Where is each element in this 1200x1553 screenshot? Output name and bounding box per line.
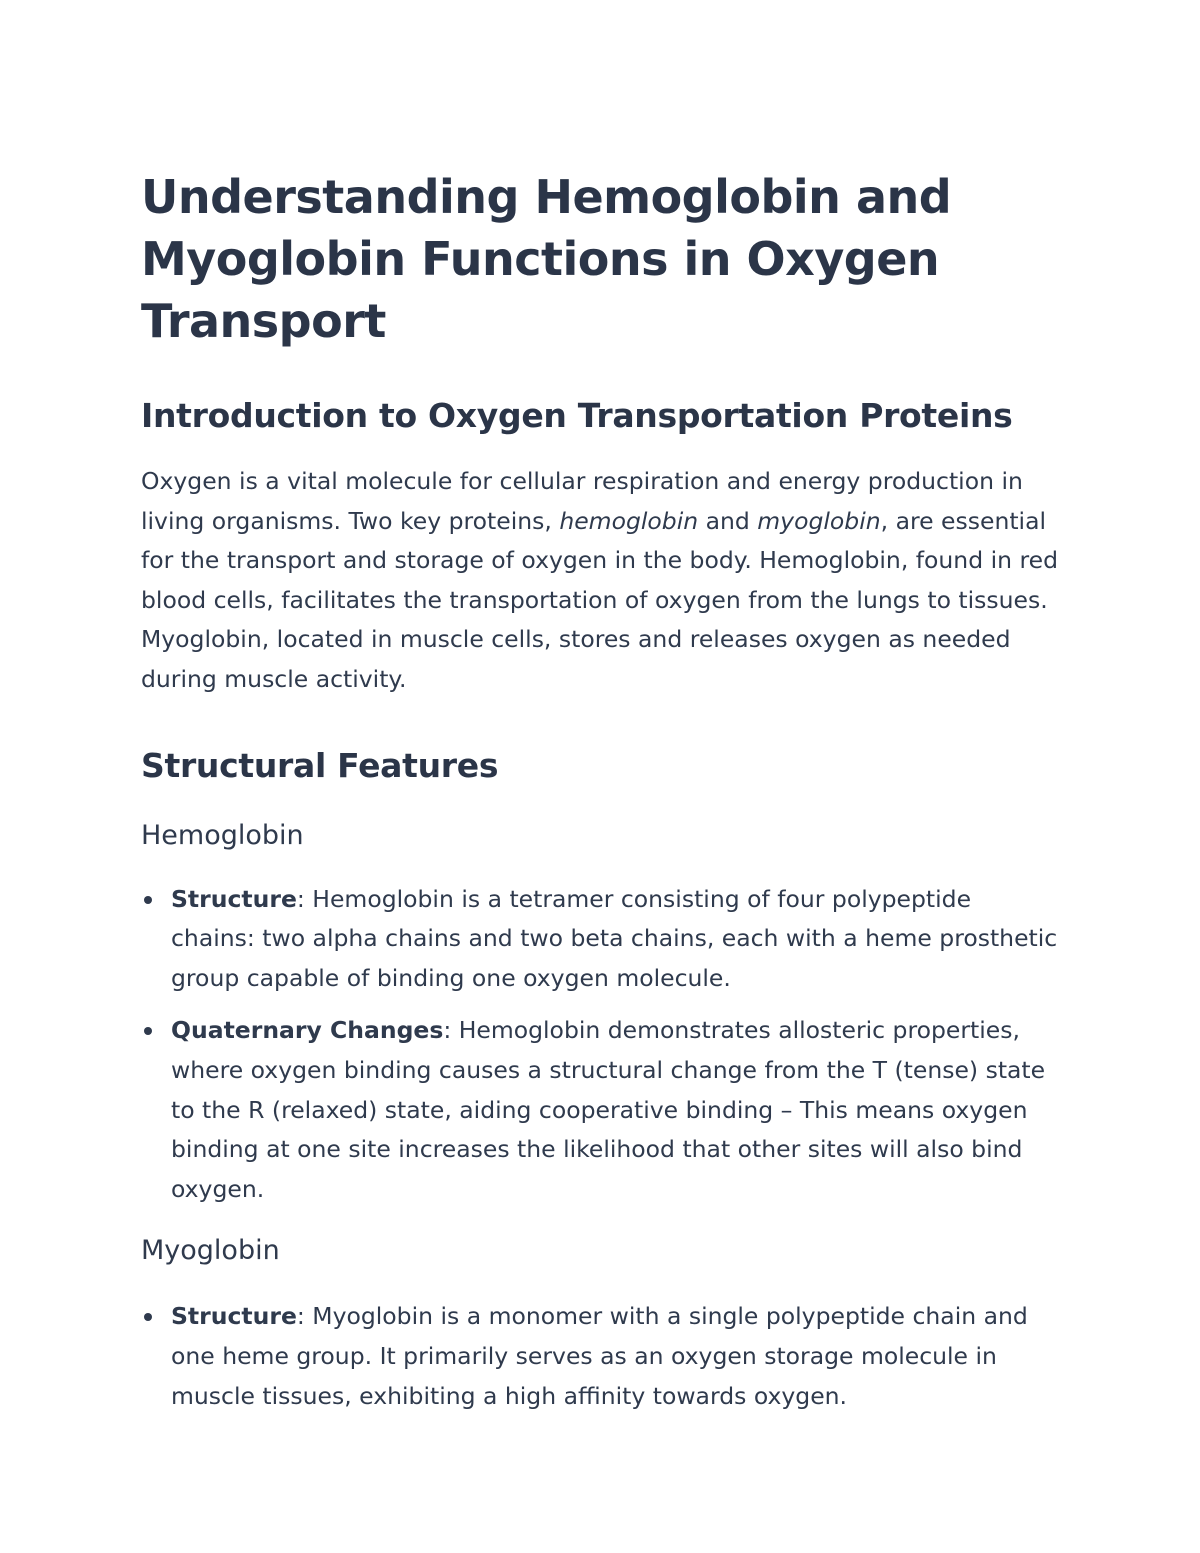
intro-text-mid: and [698,506,758,535]
subheading-myoglobin: Myoglobin [141,1235,280,1267]
introduction-paragraph [141,462,1061,700]
document-page [141,166,1061,1416]
section-heading-structural-features: Structural Features [141,745,499,785]
list-item-term: Structure [171,1302,297,1331]
myoglobin-list [141,1297,1061,1416]
list-item-text: : Hemoglobin is a tetramer consisting of four polypeptide chains: two alpha chains and two beta chains, each with a heme prosthetic group capable of binding one oxygen molecule. [171,884,1058,992]
bullet-icon [144,1027,152,1035]
section-heading-introduction: Introduction to Oxygen Transportation Proteins [141,396,1013,435]
document-title: Understanding Hemoglobin and Myoglobin Functions in Oxygen Transport [141,170,952,348]
intro-text-start: Oxygen is a vital molecule for cellular respiration and energy production in living organisms. Two key proteins, [141,467,1023,535]
list-item [141,880,1061,999]
list-item [141,1011,1061,1209]
subheading-hemoglobin: Hemoglobin [141,819,304,851]
list-item-term: Structure [171,884,297,913]
list-item [141,1297,1061,1416]
myoglobin-term: myoglobin [757,506,881,535]
bullet-icon [144,896,152,904]
intro-text-end: , are essential for the transport and storage of oxygen in the body. Hemoglobin, found in red blood cells, facilitates the transportation of oxygen from the lungs to tissues. Myoglobin, located in muscle cells, stores and releases oxygen as needed during muscle activity. [141,506,1059,693]
hemoglobin-list [141,880,1061,1210]
list-item-text: : Hemoglobin demonstrates allosteric properties, where oxygen binding causes a structural change from the T (tense) state to the R (relaxed) state, aiding cooperative binding – This means oxygen binding at one site increases the likelihood that other sites will also bind oxygen. [171,1016,1046,1203]
hemoglobin-term: hemoglobin [559,506,699,535]
list-item-text: : Myoglobin is a monomer with a single polypeptide chain and one heme group. It primarily serves as an oxygen storage molecule in muscle tissues, exhibiting a high affinity towards oxygen. [171,1302,1028,1410]
bullet-icon [144,1313,152,1321]
list-item-term: Quaternary Changes [171,1016,444,1045]
